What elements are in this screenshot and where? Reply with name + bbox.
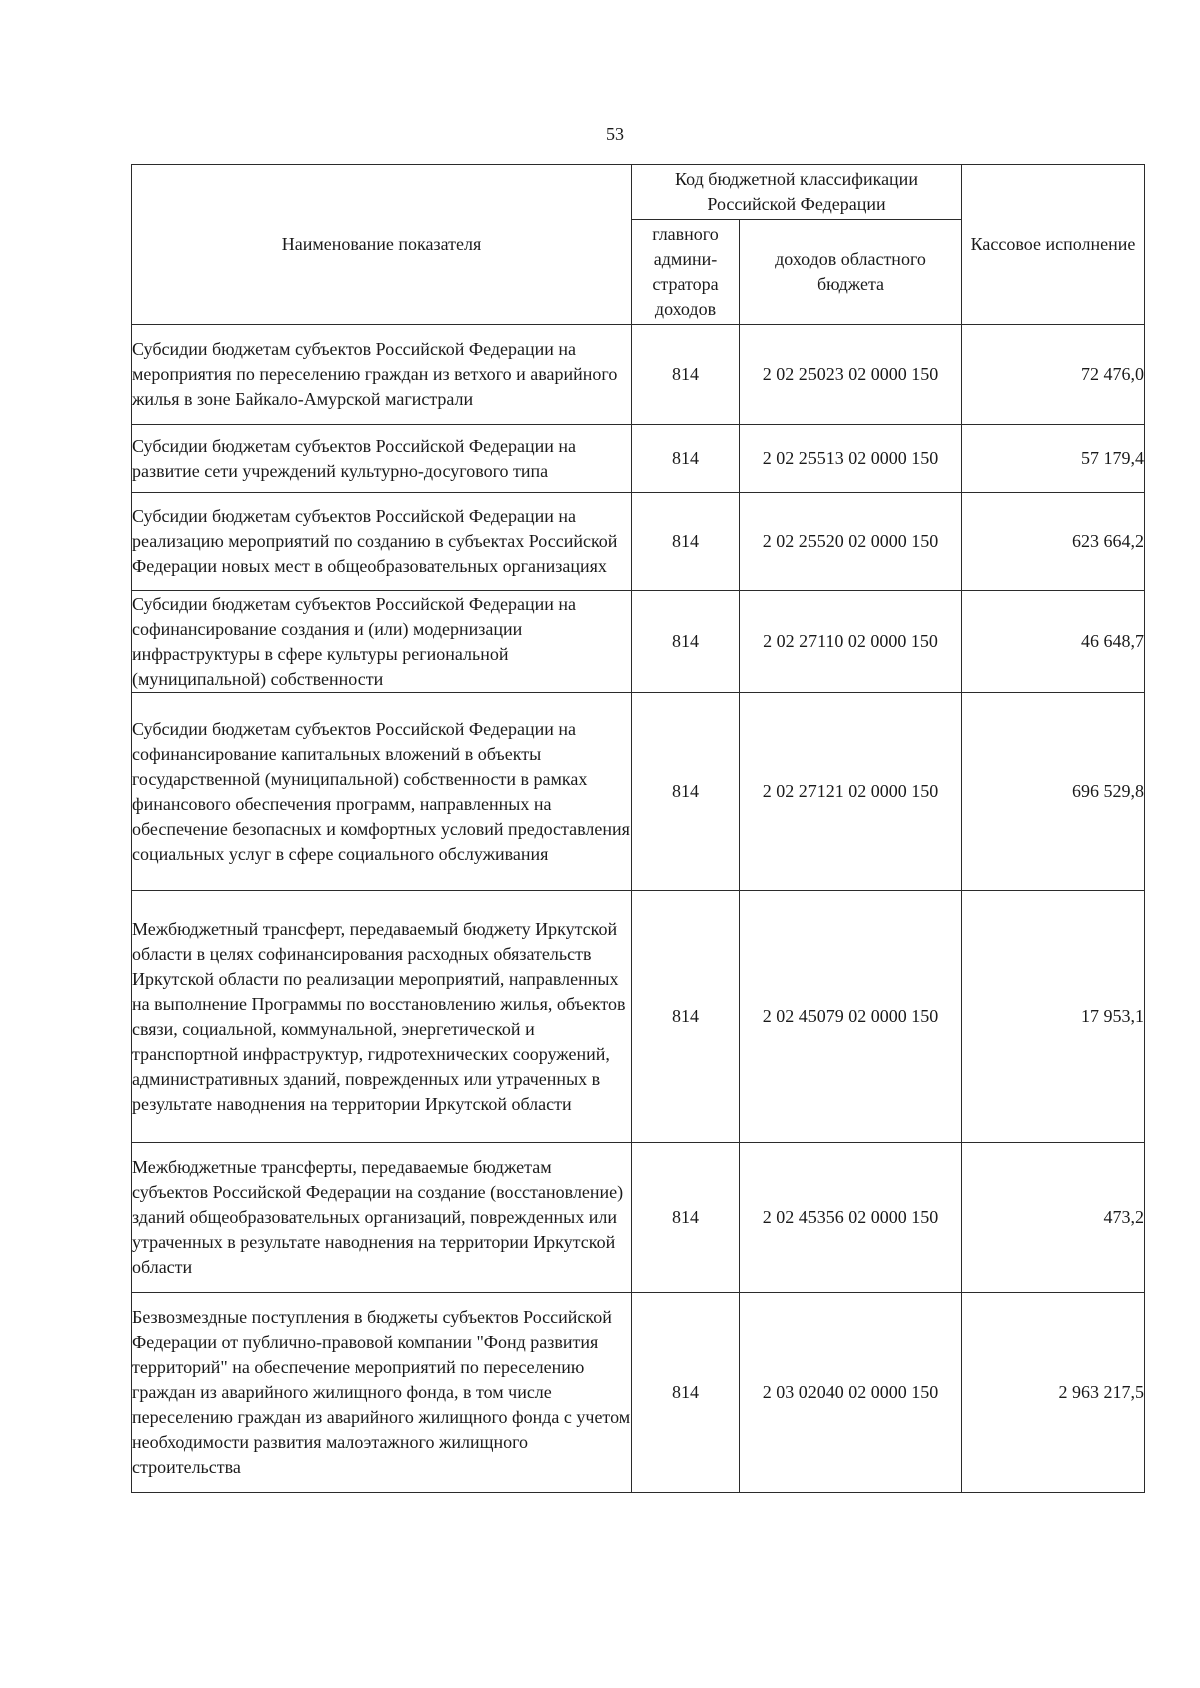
row-admin-code: 814 [632,891,740,1143]
row-indicator-name: Субсидии бюджетам субъектов Российской Федерации на мероприятия по переселению граждан из ветхого и аварийного жилья в зоне Байкало-Амурской магистрали [132,325,632,425]
table-row [132,493,1145,591]
row-admin-code: 814 [632,325,740,425]
row-admin-code: 814 [632,493,740,591]
table-row [132,325,1145,425]
row-amount: 46 648,7 [962,591,1145,693]
row-indicator-name: Субсидии бюджетам субъектов Российской Федерации на софинансирование капитальных вложений в объекты государственной (муниципальной) собственности в рамках финансового обеспечения программ, направленных на обеспечение безопасных и комфортных условий предоставления социальных услуг в сфере социального обслуживания [132,693,632,891]
row-budget-code: 2 02 45356 02 0000 150 [740,1143,962,1293]
table-row [132,591,1145,693]
row-amount: 696 529,8 [962,693,1145,891]
row-indicator-name: Межбюджетные трансферты, передаваемые бюджетам субъектов Российской Федерации на создание (восстановление) зданий общеобразовательных организаций, поврежденных или утраченных в результате наводнения на территории Иркутской области [132,1143,632,1293]
row-amount: 623 664,2 [962,493,1145,591]
row-indicator-name: Субсидии бюджетам субъектов Российской Федерации на софинансирование создания и (или) модернизации инфраструктуры в сфере культуры региональной (муниципальной) собственности [132,591,632,693]
row-admin-code: 814 [632,693,740,891]
row-indicator-name: Субсидии бюджетам субъектов Российской Федерации на реализацию мероприятий по созданию в субъектах Российской Федерации новых мест в общеобразовательных организациях [132,493,632,591]
table-row [132,425,1145,493]
header-regional-revenue-code: доходов областного бюджета [740,220,962,325]
table-row [132,693,1145,891]
header-indicator-name: Наименование показателя [132,165,632,325]
row-budget-code: 2 03 02040 02 0000 150 [740,1293,962,1493]
row-budget-code: 2 02 25513 02 0000 150 [740,425,962,493]
row-amount: 473,2 [962,1143,1145,1293]
budget-revenue-table [131,164,1145,1493]
header-cash-execution: Кассовое исполнение [962,165,1145,325]
row-amount: 57 179,4 [962,425,1145,493]
row-admin-code: 814 [632,1143,740,1293]
table-row [132,1143,1145,1293]
page-number: 53 [606,124,624,144]
row-indicator-name: Межбюджетный трансферт, передаваемый бюджету Иркутской области в целях софинансирования расходных обязательств Иркутской области по реализации мероприятий, направленных на выполнение Программы по восстановлению жилья, объектов связи, социальной, коммунальной, энергетической и транспортной инфраструктур, гидротехнических сооружений, административных зданий, поврежденных или утраченных в результате наводнения на территории Иркутской области [132,891,632,1143]
table-row [132,891,1145,1143]
row-indicator-name: Субсидии бюджетам субъектов Российской Федерации на развитие сети учреждений культурно-досугового типа [132,425,632,493]
row-budget-code: 2 02 45079 02 0000 150 [740,891,962,1143]
row-admin-code: 814 [632,425,740,493]
row-budget-code: 2 02 27110 02 0000 150 [740,591,962,693]
header-main-administrator: главного админи-стратора доходов [632,220,740,325]
row-admin-code: 814 [632,1293,740,1493]
row-budget-code: 2 02 25023 02 0000 150 [740,325,962,425]
row-budget-code: 2 02 25520 02 0000 150 [740,493,962,591]
row-admin-code: 814 [632,591,740,693]
row-amount: 72 476,0 [962,325,1145,425]
row-budget-code: 2 02 27121 02 0000 150 [740,693,962,891]
row-indicator-name: Безвозмездные поступления в бюджеты субъектов Российской Федерации от публично-правовой компании "Фонд развития территорий" на обеспечение мероприятий по переселению граждан из аварийного жилищного фонда, в том числе переселению граждан из аварийного жилищного фонда с учетом необходимости развития малоэтажного жилищного строительства [132,1293,632,1493]
row-amount: 2 963 217,5 [962,1293,1145,1493]
row-amount: 17 953,1 [962,891,1145,1143]
table-row [132,1293,1145,1493]
header-classification-code: Код бюджетной классификации Российской Федерации [632,165,962,220]
